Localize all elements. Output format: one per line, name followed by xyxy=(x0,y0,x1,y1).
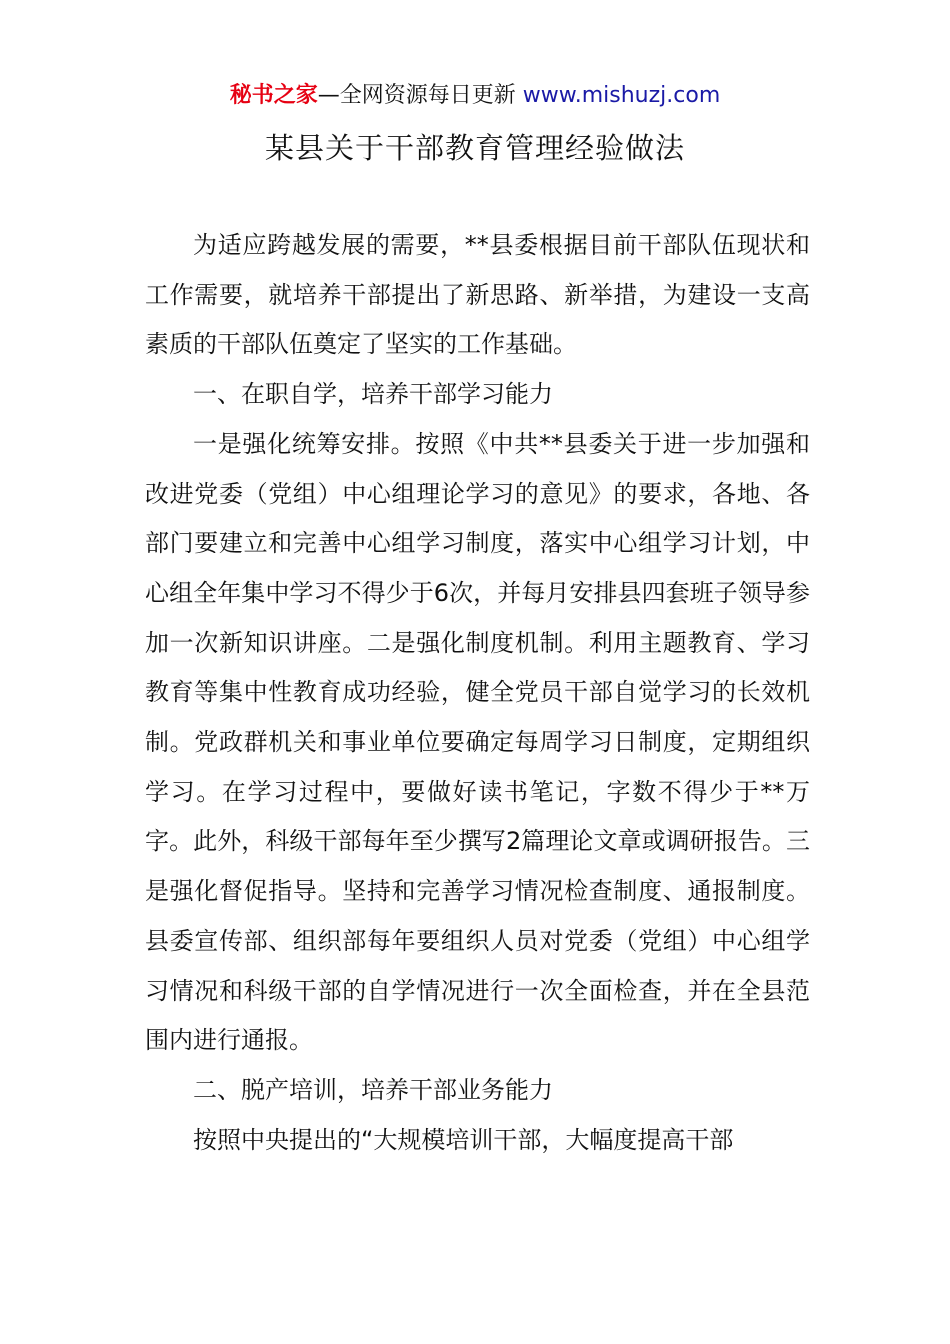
site-brand: 秘书之家 xyxy=(229,83,318,108)
site-tagline: —全网资源每日更新 xyxy=(317,83,523,108)
site-url-link[interactable]: www.mishuzj.com xyxy=(522,83,721,108)
document-body xyxy=(145,221,810,1165)
site-header xyxy=(0,80,950,112)
section-1-paragraph: 一是强化统筹安排。按照《中共**县委关于进一步加强和改进党委（党组）中心组理论学习的意见》的要求，各地、各部门要建立和完善中心组学习制度，落实中心组学习计划，中心组全年集中学习不得少于6次，并每月安排县四套班子领导参加一次新知识讲座。二是强化制度机制。利用主题教育、学习教育等集中性教育成功经验，健全党员干部自觉学习的长效机制。党政群机关和事业单位要确定每周学习日制度，定期组织学习。在学习过程中，要做好读书笔记，字数不得少于**万字。此外，科级干部每年至少撰写2篇理论文章或调研报告。三是强化督促指导。坚持和完善学习情况检查制度、通报制度。县委宣传部、组织部每年要组织人员对党委（党组）中心组学习情况和科级干部的自学情况进行一次全面检查，并在全县范围内进行通报。 xyxy=(145,429,810,1055)
section-heading-2: 二、脱产培训，培养干部业务能力 xyxy=(193,1075,553,1104)
document-title: 某县关于干部教育管理经验做法 xyxy=(264,131,685,165)
intro-paragraph: 为适应跨越发展的需要，**县委根据目前干部队伍现状和工作需要，就培养干部提出了新思路、新举措，为建设一支高素质的干部队伍奠定了坚实的工作基础。 xyxy=(145,231,810,359)
section-2-paragraph: 按照中央提出的“大规模培训干部，大幅度提高干部 xyxy=(193,1125,734,1154)
section-heading-1: 一、在职自学，培养干部学习能力 xyxy=(193,380,553,409)
